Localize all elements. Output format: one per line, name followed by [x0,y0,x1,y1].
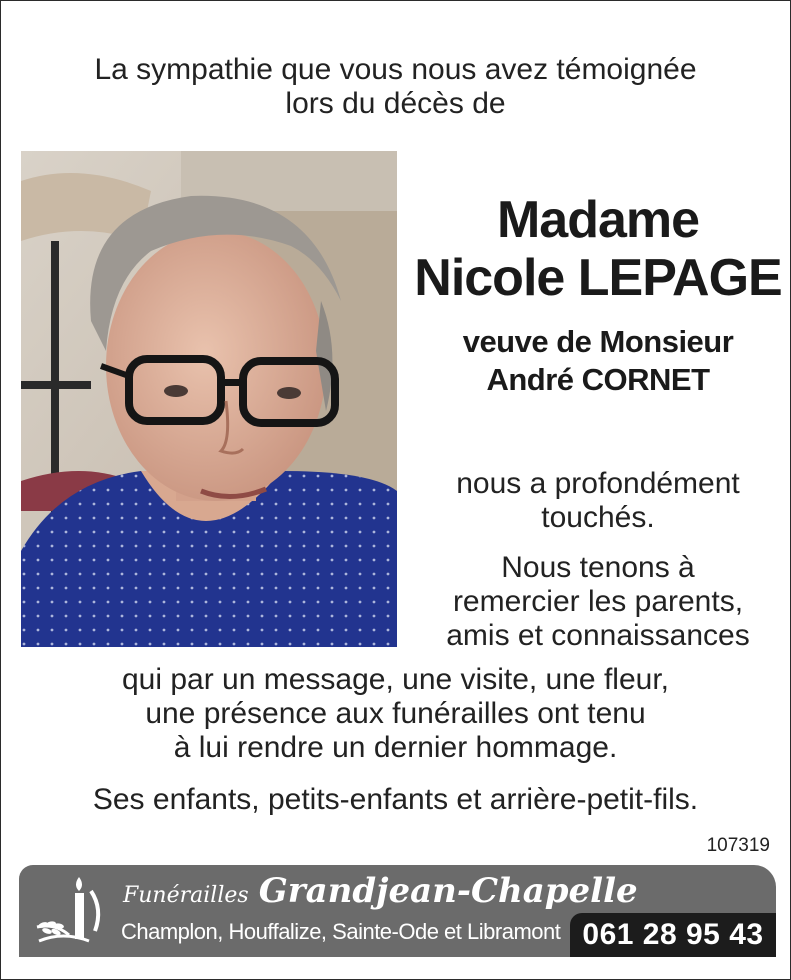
deceased-title: Madame [496,191,700,249]
candle-wheat-logo-icon [29,869,113,953]
widow-line-2: André CORNET [486,362,710,397]
thanks-line: à lui rendre un dernier hommage. [173,731,618,764]
intro-line-1: La sympathie que vous nous avez témoignée [94,53,697,86]
thanks-line: remercier les parents, [452,585,744,618]
intro-line-2: lors du décès de [285,87,506,120]
funeral-home-prefix: Funérailles [123,883,249,908]
portrait-photo [21,151,397,647]
deceased-name-block [411,191,785,399]
thanks-line: qui par un message, une visite, une fleur, [121,663,669,696]
thanks-line: nous a profondément [456,467,740,500]
thanks-line: une présence aux funérailles ont tenu [145,697,646,730]
thanks-paragraph-1 [411,467,785,535]
family-signature: Ses enfants, petits-enfants et arrière-petit-fils. [92,783,699,816]
deceased-name: Nicole LEPAGE [414,249,782,307]
funeral-home-name [123,871,638,911]
widow-line-1: veuve de Monsieur [462,324,734,359]
widow-of [411,323,785,399]
phone-number[interactable]: 061 28 95 43 [570,913,776,957]
funeral-home-locations: Champlon, Houffalize, Sainte-Ode et Libramont [121,919,561,944]
funeral-home-banner [19,865,776,957]
thanks-line: Nous tenons à [501,551,695,584]
thanks-line: amis et connaissances [446,619,750,652]
thanks-message-full [1,663,790,765]
intro-text [1,53,790,121]
reference-number: 107319 [706,835,770,856]
thanks-message-right [411,467,785,653]
thanks-line: touchés. [541,501,655,534]
thanks-paragraph-2 [411,551,785,653]
funeral-home-title: Grandjean-Chapelle [258,871,638,911]
